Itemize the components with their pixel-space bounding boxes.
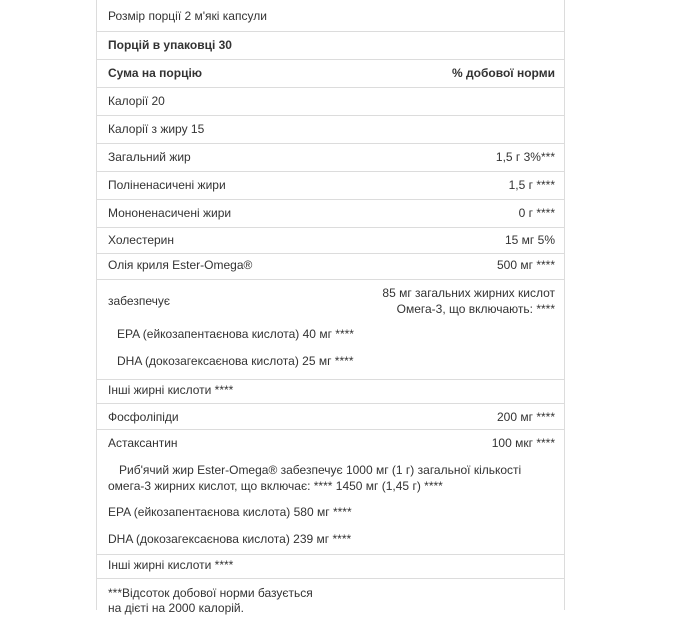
calories-fat-label: Калорії з жиру 15 xyxy=(108,122,205,136)
footnote-row xyxy=(97,579,564,615)
astaxanthin-value: 100 мкг **** xyxy=(491,436,555,450)
epa-fish-oil: EPA (ейкозапентаєнова кислота) 580 мг **** xyxy=(108,505,352,519)
total-fat-row xyxy=(97,144,564,172)
phospholipids-label: Фосфоліпіди xyxy=(108,410,179,424)
epa-krill: EPA (ейкозапентаєнова кислота) 40 мг **** xyxy=(117,327,354,341)
cholesterol-label: Холестерин xyxy=(108,233,174,247)
other-fatty-acids-2: Інші жирні кислоти **** xyxy=(108,558,234,572)
monounsaturated-fat-label: Мононенасичені жири xyxy=(108,206,232,220)
other-fatty-acids-row-1 xyxy=(97,380,564,404)
daily-value-header: % добової норми xyxy=(452,66,555,80)
polyunsaturated-fat-value: 1,5 г **** xyxy=(508,178,555,192)
total-fat-label: Загальний жир xyxy=(108,150,191,164)
supplement-facts-table xyxy=(96,0,565,615)
provides-value-line2: Омега-3, що включають: **** xyxy=(396,302,555,316)
phospholipids-row xyxy=(97,404,564,430)
dha-krill: DHA (докозагексаєнова кислота) 25 мг **** xyxy=(117,354,354,368)
table-header-row xyxy=(97,60,564,88)
astaxanthin-label: Астаксантин xyxy=(108,436,178,450)
fish-oil-line1: Риб'ячий жир Ester-Omega® забезпечує 1000 мг (1 г) загальної кількості xyxy=(119,463,522,477)
krill-oil-label: Олія криля Ester-Omega® xyxy=(108,258,253,272)
polyunsaturated-fat-row xyxy=(97,172,564,200)
monounsaturated-fat-row xyxy=(97,200,564,228)
serving-size: Розмір порції 2 м'які капсули xyxy=(108,9,267,23)
servings-per-container-row xyxy=(97,32,564,60)
footnote-line2: на дієті на 2000 калорій. xyxy=(108,601,244,615)
cholesterol-value: 15 мг 5% xyxy=(505,233,555,247)
provides-label: забезпечує xyxy=(108,294,170,308)
phospholipids-value: 200 мг **** xyxy=(497,410,555,424)
other-fatty-acids-row-2 xyxy=(97,555,564,579)
provides-value-line1: 85 мг загальних жирних кислот xyxy=(382,286,555,300)
calories-row xyxy=(97,88,564,116)
servings-per-container: Порцій в упаковці 30 xyxy=(108,38,232,52)
calories-fat-row xyxy=(97,116,564,144)
dha-fish-oil: DHA (докозагексаєнова кислота) 239 мг **** xyxy=(108,532,352,546)
cholesterol-row xyxy=(97,228,564,254)
other-fatty-acids-1: Інші жирні кислоти **** xyxy=(108,383,234,397)
serving-size-row xyxy=(97,0,564,32)
total-fat-value: 1,5 г 3%*** xyxy=(495,150,555,164)
calories-label: Калорії 20 xyxy=(108,94,165,108)
astaxanthin-fish-oil-block xyxy=(97,430,564,555)
monounsaturated-fat-value: 0 г **** xyxy=(518,206,555,220)
krill-oil-row xyxy=(97,254,564,280)
polyunsaturated-fat-label: Поліненасичені жири xyxy=(108,178,226,192)
fish-oil-line2: омега-3 жирних кислот, що включає: **** 1450 мг (1,45 г) **** xyxy=(108,479,443,493)
amount-per-serving-header: Сума на порцію xyxy=(108,66,203,80)
footnote-line1: ***Відсоток добової норми базується xyxy=(108,586,313,600)
krill-oil-value: 500 мг **** xyxy=(497,258,555,272)
provides-row xyxy=(97,280,564,380)
